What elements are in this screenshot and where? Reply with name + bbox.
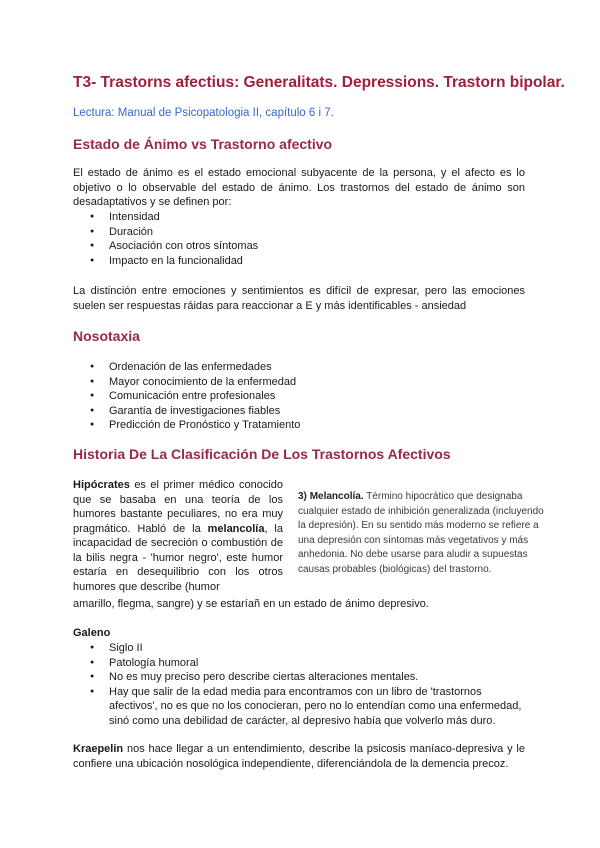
hipocrates-continuation: amarillo, flegma, sangre) y se estaríañ en un estado de ánimo depresivo. <box>73 598 429 610</box>
galeno-heading: Galeno <box>73 627 111 639</box>
kraepelin-paragraph <box>73 742 525 771</box>
kraepelin-text: nos hace llegar a un entendimiento, describe la psicosis maníaco-depresiva y le confiere una ubicación nosológica independiente, diferenciándola de la demencia precoz. <box>73 743 525 770</box>
hipocrates-name: Hipócrates <box>73 479 130 491</box>
list-item: ● Hay que salir de la edad media para encontramos con un libro de 'trastornos afectivos', no es que no los conocieran, pero no lo entendían como una enfermedad, sinó como una debilidad de carácter, al depresivo había que volverlo más duro. <box>73 685 525 729</box>
section-heading-estado-animo: Estado de Ánimo vs Trastorno afectivo <box>73 136 333 152</box>
estado-animo-criteria-list <box>73 210 525 268</box>
nosotaxia-list <box>73 360 525 433</box>
section-heading-nosotaxia: Nosotaxia <box>73 328 140 344</box>
melancolia-definition-image <box>298 490 554 578</box>
list-item: ● Comunicación entre profesionales <box>73 389 525 404</box>
galeno-list <box>73 641 525 729</box>
list-item: ● Patología humoral <box>73 656 525 671</box>
list-item: ● Predicción de Pronóstico y Tratamiento <box>73 418 525 433</box>
section-heading-historia: Historia De La Clasificación De Los Trastornos Afectivos <box>73 446 451 462</box>
list-item: ● Asociación con otros síntomas <box>73 239 525 254</box>
hipocrates-text-2: , la incapacidad de secreción o combustión de la bilis negra - 'humor negro', este humor estaría en desequilibrio con los otros humores que describe (humor <box>73 522 283 593</box>
list-item: ● Garantía de investigaciones fiables <box>73 404 525 419</box>
list-item: ● Intensidad <box>73 210 525 225</box>
kraepelin-name: Kraepelin <box>73 743 124 755</box>
definition-number: 3) <box>298 491 307 502</box>
emociones-paragraph: La distinción entre emociones y sentimientos es difícil de expresar, pero las emociones suelen ser respuestas ráidas para reaccionar a E y más identificables - ansiedad <box>73 285 525 312</box>
list-item: ● Duración <box>73 225 525 240</box>
list-item: ● No es muy preciso pero describe ciertas alteraciones mentales. <box>73 670 525 685</box>
estado-animo-paragraph: El estado de ánimo es el estado emocional subyacente de la persona, y el afecto es lo objetivo o lo observable del estado de ánimo. Los trastornos del estado de ánimo son desadaptativos y se definen por: <box>73 167 525 208</box>
list-item: ● Impacto en la funcionalidad <box>73 254 525 269</box>
document-title: T3- Trastorns afectius: Generalitats. Depressions. Trastorn bipolar. <box>73 74 565 91</box>
hipocrates-paragraph <box>73 478 283 594</box>
melancolia-term: melancolía <box>207 522 265 535</box>
list-item: ● Mayor conocimiento de la enfermedad <box>73 375 525 390</box>
reading-reference: Lectura: Manual de Psicopatologia II, capítulo 6 i 7. <box>73 107 334 119</box>
list-item: ● Siglo II <box>73 641 525 656</box>
hipocrates-text-1: es el primer médico conocido que se basaba en una teoría de los humores bastante peculiares, no era muy pragmático. Habló de la <box>73 479 283 535</box>
list-item: ● Ordenación de las enfermedades <box>73 360 525 375</box>
definition-term: Melancolía. <box>309 491 364 502</box>
definition-text: Término hipocrático que designaba cualquier estado de inhibición generalizada (incluyendo la depresión). En su sentido más moderno se refiere a una depresión con síntomas más vegetativos y más anhedonia. No debe usarse para aludir a supuestas causas probables (biológicas) del trastorno. <box>298 491 544 575</box>
